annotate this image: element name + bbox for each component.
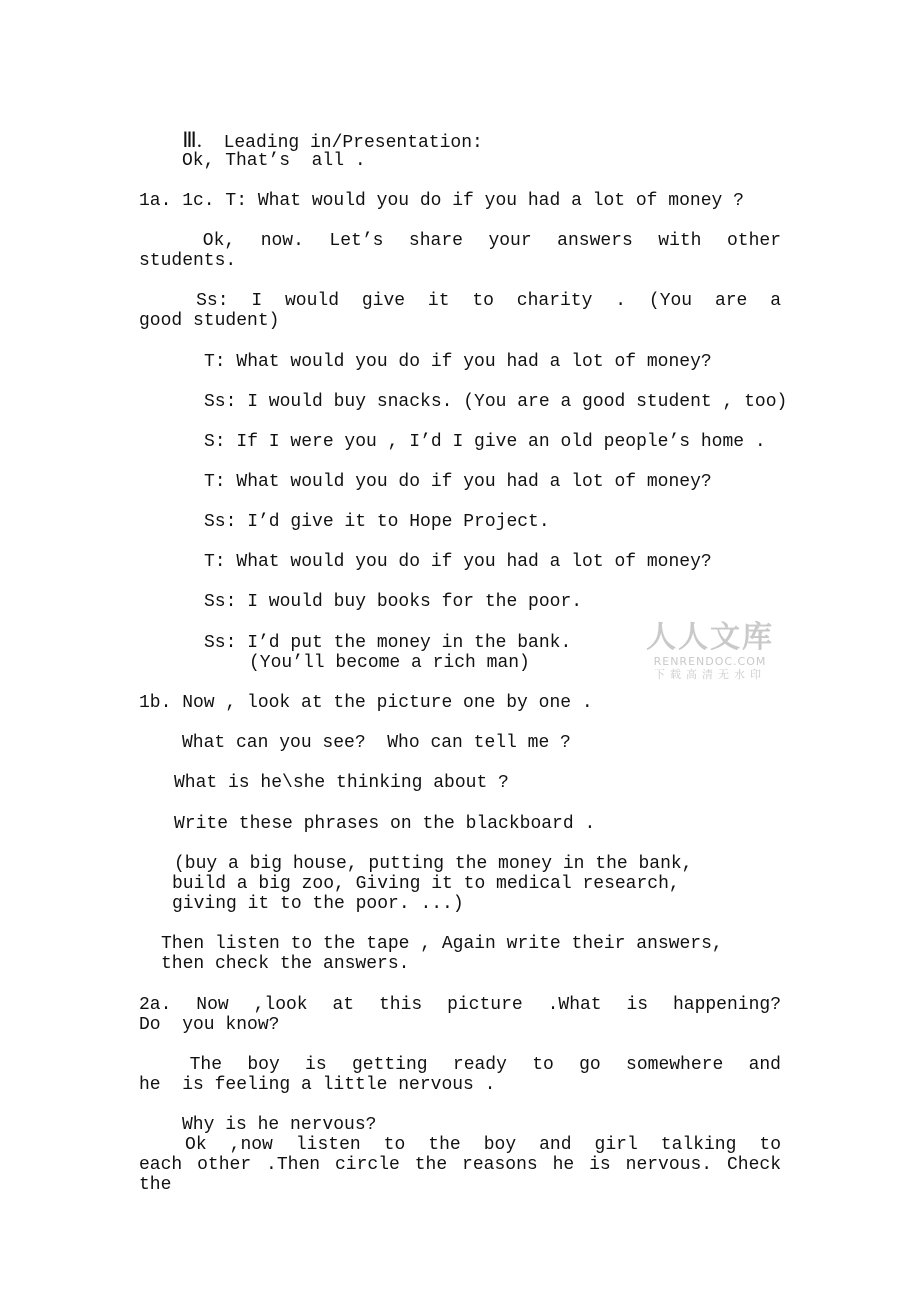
- boy-ready-paragraph: The boy is getting ready to go somewhere and he is feeling a little nervous .: [139, 1055, 803, 1095]
- activity-1b-line: 1b. Now , look at the picture one by one .: [139, 693, 593, 713]
- ss-hope-project-line: Ss: I’d give it to Hope Project.: [204, 512, 550, 532]
- ok-thats-all-line: Ok, That’s all .: [182, 151, 366, 171]
- section-title: Leading in/Presentation:: [223, 133, 483, 153]
- rich-man-line: (You’ll become a rich man): [249, 653, 530, 673]
- phrases-line-3: giving it to the poor. ...): [172, 894, 464, 914]
- write-phrases-line: Write these phrases on the blackboard .: [174, 814, 596, 834]
- section-numeral: Ⅲ.: [182, 128, 202, 152]
- renrendoc-watermark: [645, 621, 775, 682]
- share-answers-paragraph: Ok, now. Let’s share your answers with other students.: [139, 231, 792, 271]
- listen-tape-line-2: then check the answers.: [161, 954, 410, 974]
- ss-bank-line: Ss: I’d put the money in the bank.: [204, 633, 572, 653]
- ss-books-line: Ss: I would buy books for the poor.: [204, 592, 583, 612]
- teacher-question-3: T: What would you do if you had a lot of money?: [204, 552, 712, 572]
- ok-listen-paragraph: Ok ,now listen to the boy and girl talking to each other .Then circle the reasons he is nervous. Check the: [139, 1135, 803, 1195]
- thinking-about-line: What is he\she thinking about ?: [174, 773, 509, 793]
- watermark-domain: RENRENDOC.COM: [653, 655, 767, 668]
- s-old-people-line: S: If I were you , I’d I give an old people’s home .: [204, 432, 766, 452]
- ss-charity-paragraph: Ss: I would give it to charity . (You are a good student): [139, 291, 803, 331]
- watermark-subtitle: 下载高清无水印: [654, 668, 766, 681]
- listen-tape-line-1: Then listen to the tape , Again write their answers,: [161, 934, 723, 954]
- teacher-question-2: T: What would you do if you had a lot of money?: [204, 472, 712, 492]
- activity-1a-1c-line: 1a. 1c. T: What would you do if you had a lot of money ?: [139, 191, 744, 211]
- phrases-line-2: build a big zoo, Giving it to medical research,: [172, 874, 680, 894]
- teacher-question-1: T: What would you do if you had a lot of money?: [204, 352, 712, 372]
- why-nervous-line: Why is he nervous?: [182, 1115, 377, 1135]
- phrases-line-1: (buy a big house, putting the money in the bank,: [174, 854, 693, 874]
- watermark-title: 人人文库: [646, 620, 774, 655]
- what-can-you-see-line: What can you see? Who can tell me ?: [182, 733, 571, 753]
- ss-snacks-line: Ss: I would buy snacks. (You are a good student , too): [204, 392, 788, 412]
- activity-2a-paragraph: 2a. Now ,look at this picture .What is happening? Do you know?: [139, 995, 792, 1035]
